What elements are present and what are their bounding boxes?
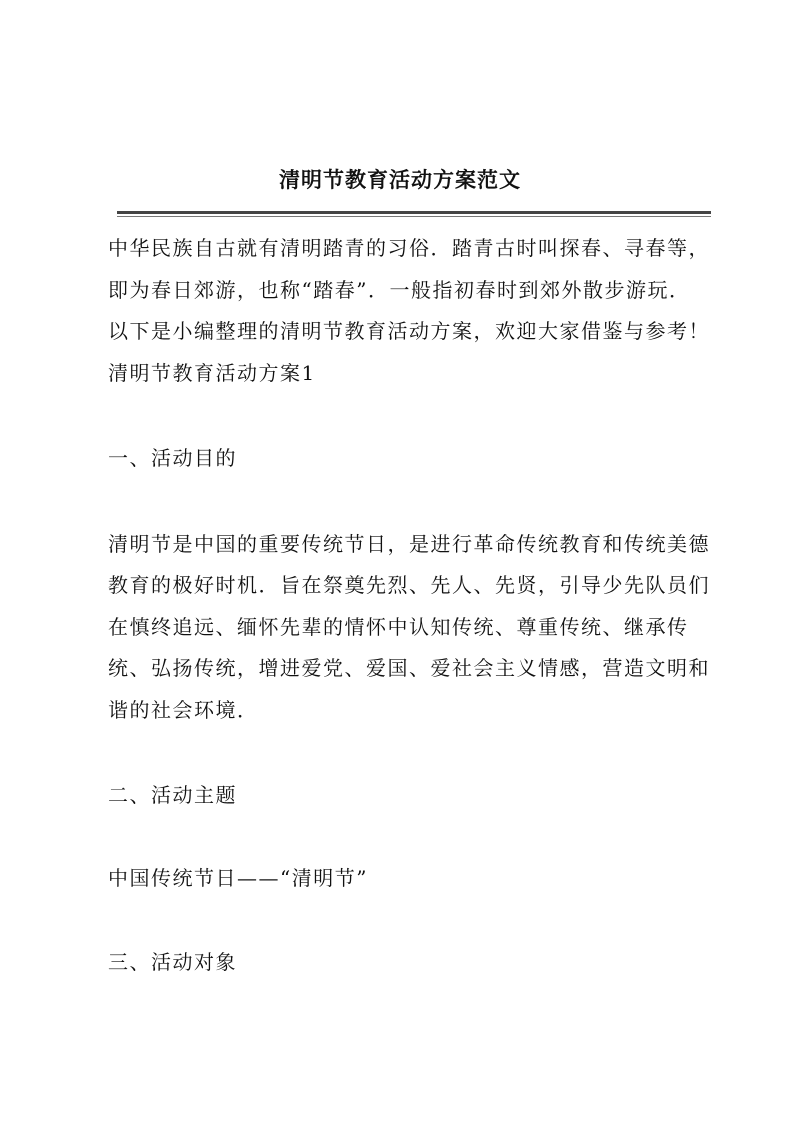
intro-line: 中华民族自古就有清明踏青的习俗．踏青古时叫探春、寻春等， — [108, 236, 710, 260]
section-heading-purpose: 一、活动目的 — [108, 446, 237, 470]
intro-line: 以下是小编整理的清明节教育活动方案，欢迎大家借鉴与参考！ — [108, 319, 710, 343]
section-heading-theme: 二、活动主题 — [108, 783, 237, 807]
intro-line: 即为春日郊游，也称“踏春”．一般指初春时到郊外散步游玩． — [108, 278, 691, 302]
section-heading-audience: 三、活动对象 — [108, 950, 237, 974]
paragraph-line: 统、弘扬传统，增进爱党、爱国、爱社会主义情感，营造文明和 — [108, 656, 710, 680]
document-title: 清明节教育活动方案范文 — [279, 167, 521, 192]
plan-subtitle: 清明节教育活动方案1 — [108, 361, 316, 385]
title-underline — [117, 211, 711, 214]
paragraph-line: 教育的极好时机．旨在祭奠先烈、先人、先贤，引导少先队员们 — [108, 573, 710, 597]
paragraph-line: 谐的社会环境． — [108, 698, 259, 722]
paragraph-line: 在慎终追远、缅怀先辈的情怀中认知传统、尊重传统、继承传 — [108, 615, 689, 639]
paragraph-line: 清明节是中国的重要传统节日，是进行革命传统教育和传统美德 — [108, 532, 710, 556]
title-underline-thin — [117, 216, 711, 217]
theme-line: 中国传统节日——“清明节” — [108, 866, 368, 890]
